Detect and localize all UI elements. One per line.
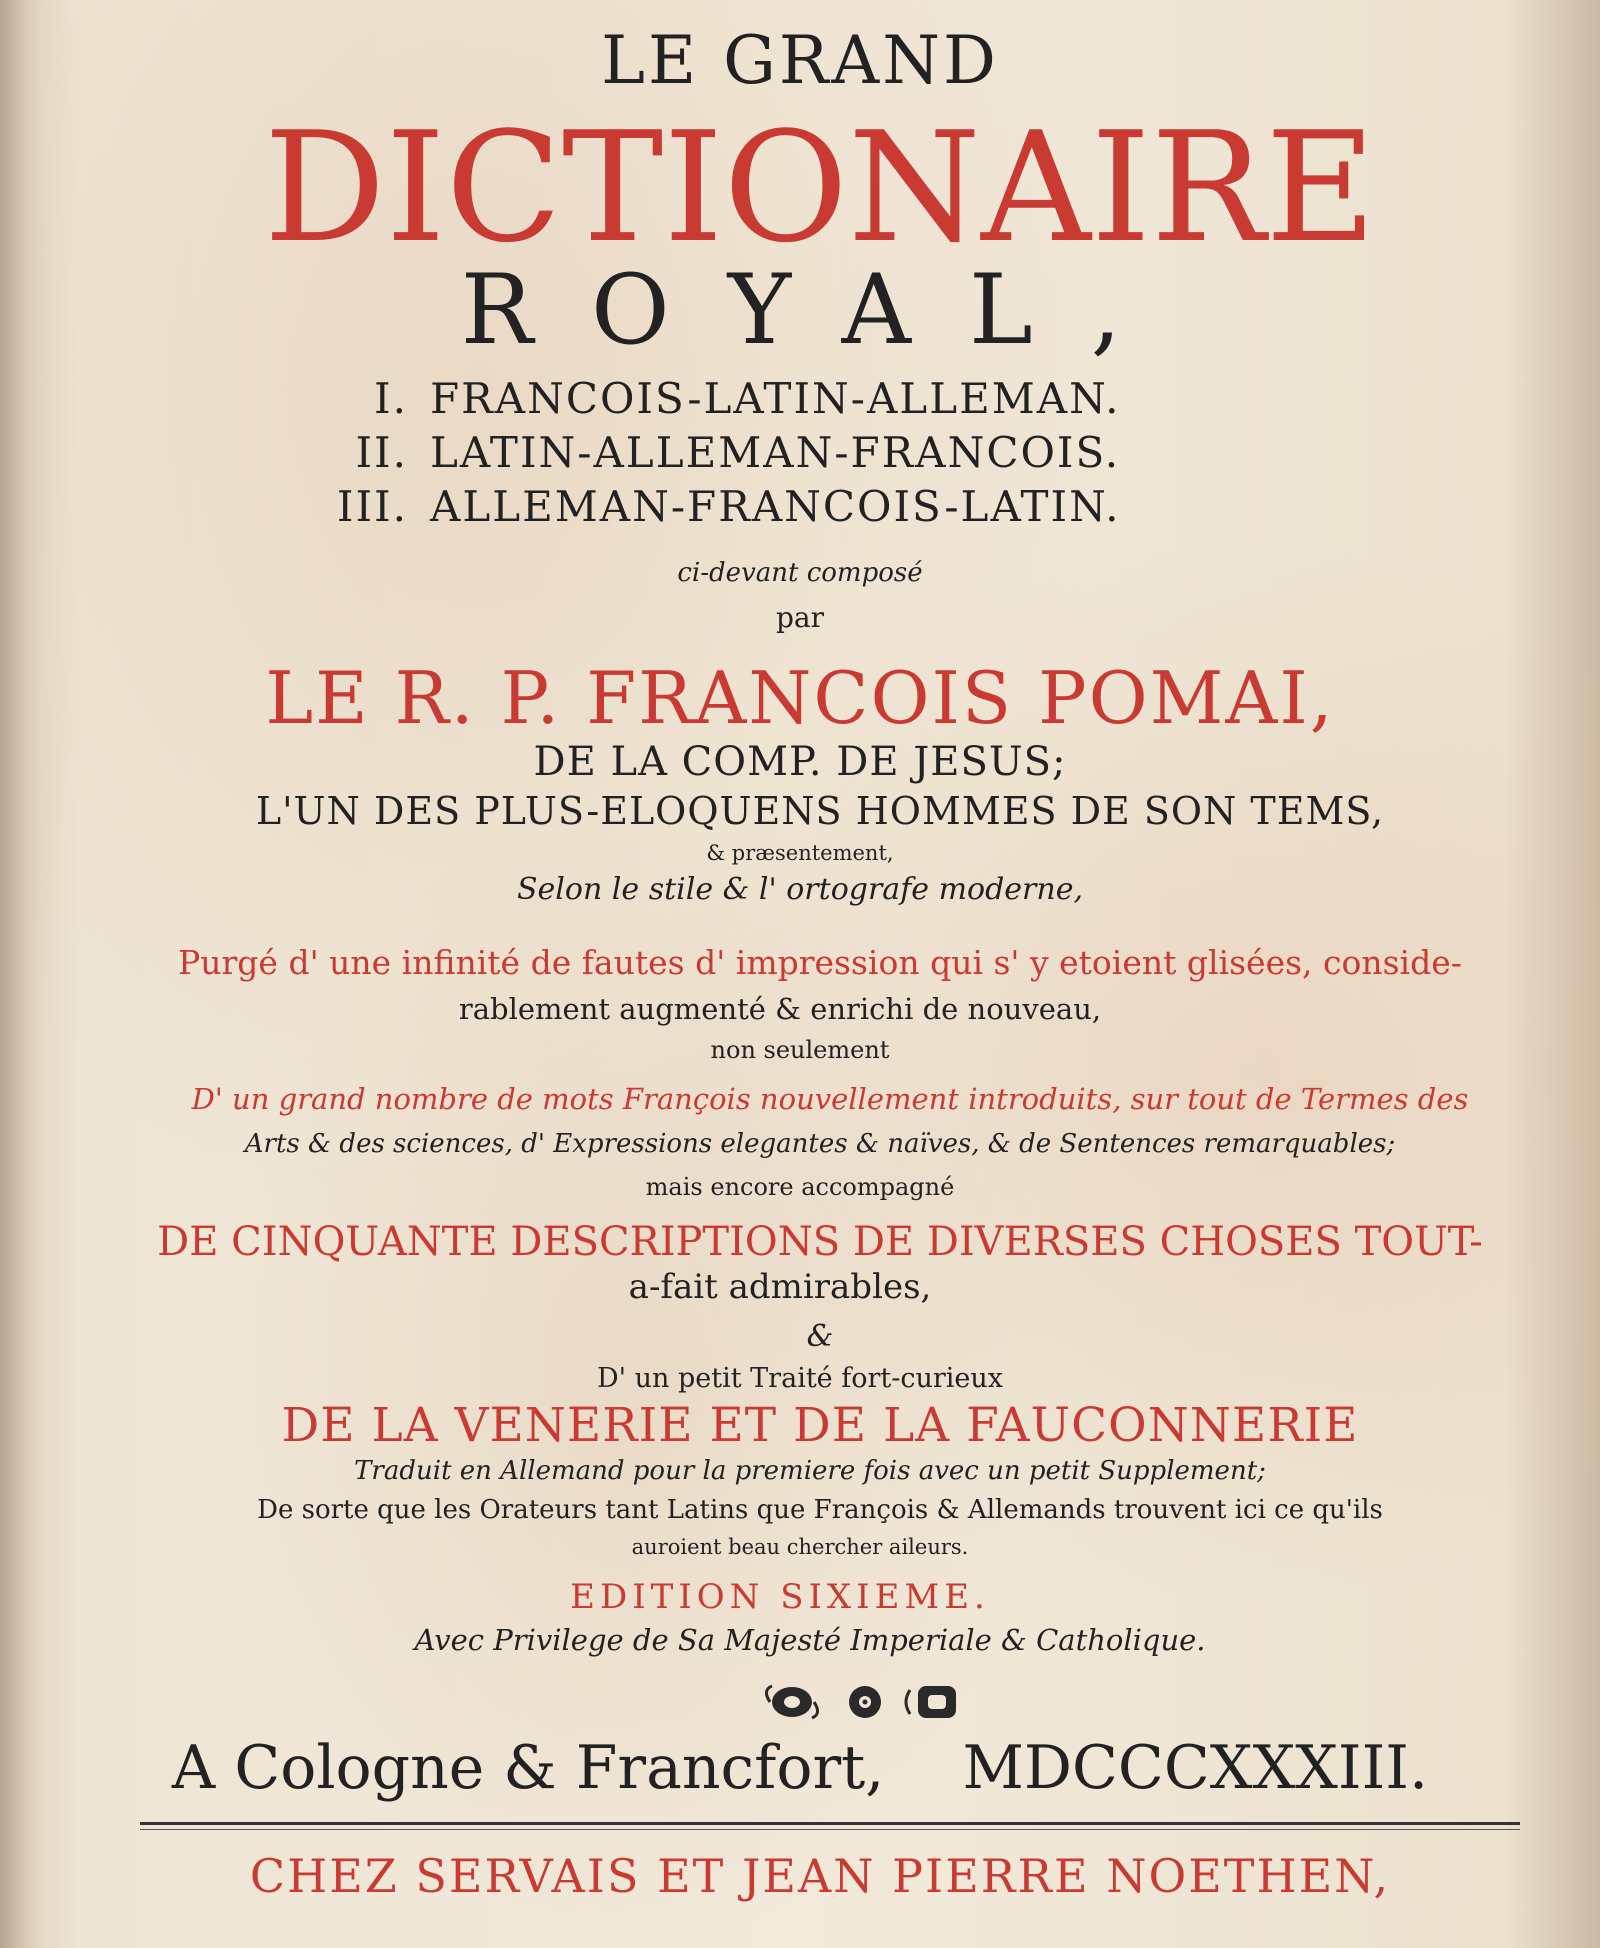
fleuron-left-icon — [766, 1686, 817, 1718]
admirables-line: a-fait admirables, — [628, 1267, 932, 1307]
augmente-line: rablement augmenté & enrichi de nouveau, — [458, 992, 1102, 1026]
fleuron-right-icon — [906, 1686, 956, 1718]
venerie-line: DE LA VENERIE ET DE LA FAUCONNERIE — [281, 1398, 1359, 1453]
imprint-line — [0, 1733, 1600, 1803]
de-sorte-line: De sorte que les Orateurs tant Latins que François & Allemands trouvent ici ce qu'ils — [257, 1495, 1383, 1525]
cinquante-line: DE CINQUANTE DESCRIPTIONS DE DIVERSES CHOSES TOUT- — [157, 1219, 1483, 1265]
section-numeral: I. — [374, 374, 408, 423]
title-line-le-grand: LE GRAND — [601, 22, 999, 99]
title-line-dictionaire: DICTIONAIRE — [263, 99, 1377, 276]
eloquens-line: L'UN DES PLUS-ELOQUENS HOMMES DE SON TEMS, — [255, 789, 1385, 833]
imprint-year: MDCCCXXXIII. — [962, 1733, 1429, 1803]
auroient-line: auroient beau chercher aileurs. — [631, 1535, 969, 1559]
petit-traite-line: D' un petit Traité fort-curieux — [596, 1363, 1004, 1394]
traduit-line: Traduit en Allemand pour la premiere fois avec un petit Supplement; — [354, 1456, 1266, 1486]
grand-nombre-line: D' un grand nombre de mots François nouvellement introduits, sur tout de Termes des — [191, 1082, 1469, 1116]
section-text: FRANCOIS-LATIN-ALLEMAN. — [430, 374, 1121, 423]
ampersand-line: & — [806, 1319, 834, 1354]
section-numeral: II. — [355, 428, 408, 477]
purge-line: Purgé d' une infinité de fautes d' impression qui s' y etoient glisées, conside- — [178, 943, 1462, 982]
section-text: ALLEMAN-FRANCOIS-LATIN. — [430, 482, 1121, 531]
imprint-rule — [140, 1822, 1520, 1825]
rosette-icon — [849, 1686, 881, 1718]
non-seulement-line: non seulement — [710, 1036, 890, 1064]
imprint-place: A Cologne & Francfort, — [171, 1733, 885, 1803]
arts-line: Arts & des sciences, d' Expressions elegantes & naïves, & de Sentences remarquables; — [244, 1129, 1396, 1159]
composed-line: ci-devant composé — [677, 558, 923, 588]
presentement-line: & præsentement, — [706, 841, 894, 865]
title-line-royal: ROYAL, — [460, 254, 1180, 366]
style-line: Selon le stile & l' ortografe moderne, — [516, 872, 1083, 907]
mais-encore-line: mais encore accompagné — [645, 1173, 955, 1201]
author-line: LE R. P. FRANCOIS POMAI, — [265, 656, 1335, 740]
section-line-3 — [318, 482, 1121, 531]
printers-line: CHEZ SERVAIS ET JEAN PIERRE NOETHEN, — [249, 1849, 1391, 1903]
section-line-1 — [318, 374, 1121, 423]
section-numeral: III. — [336, 482, 408, 531]
imprint-rule-thin — [140, 1829, 1520, 1830]
section-text: LATIN-ALLEMAN-FRANCOIS. — [430, 428, 1121, 477]
section-line-2 — [318, 428, 1121, 477]
company-line: DE LA COMP. DE JESUS; — [533, 739, 1067, 785]
privilege-line: Avec Privilege de Sa Majesté Imperiale & Catholique. — [414, 1623, 1206, 1657]
edition-line: EDITION SIXIEME. — [570, 1577, 990, 1617]
printers-ornament — [760, 1680, 970, 1724]
par-line: par — [775, 601, 824, 634]
